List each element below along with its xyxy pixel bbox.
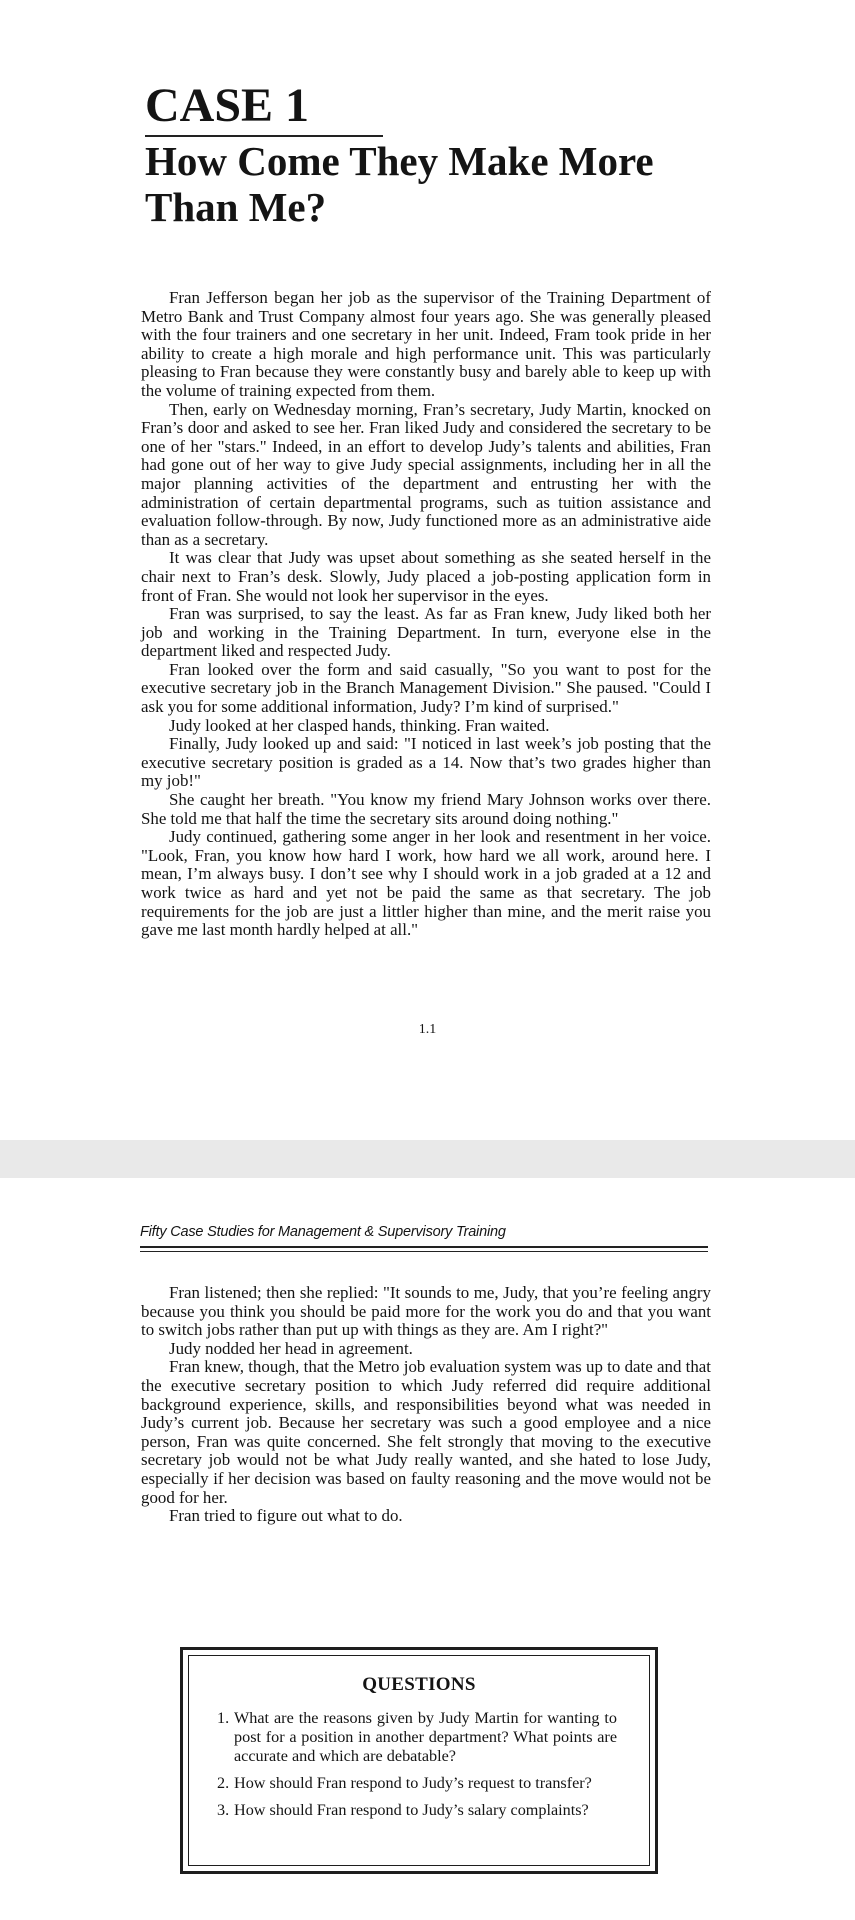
question-text: How should Fran respond to Judy’s request to transfer? (234, 1774, 592, 1792)
paragraph: Fran Jefferson began her job as the supervisor of the Training Department of Metro Bank and Trust Company almost four years ago. She was generally pleased with the four trainers and one secretary in her unit. Indeed, Fram took pride in her ability to create a high morale and high performance unit. This was particularly pleasing to Fran because they were constantly busy and barely able to keep up with the volume of training expected from them. (141, 288, 711, 400)
paragraph: Fran tried to figure out what to do. (169, 1506, 403, 1526)
document-page-2 (0, 1178, 855, 1920)
case-label: CASE 1 (145, 79, 310, 132)
paragraph: Fran listened; then she replied: "It sounds to me, Judy, that you’re feeling angry because you think you should be paid more for the work you do and that you want to switch jobs rather than put up with things as they are. Am I right?" (141, 1283, 711, 1340)
paragraph: Fran knew, though, that the Metro job evaluation system was up to date and that the executive secretary position to which Judy referred did require additional background experience, skills, and responsibilities beyond what was needed in Judy’s current job. Because her secretary was such a good employee and a nice person, Fran was quite concerned. She felt strongly that moving to the executive secretary job would not be what Judy really wanted, and she hated to lose Judy, especially if her decision was based on faulty reasoning and the move would not be good for her. (141, 1357, 711, 1507)
question-number: 3. (217, 1801, 230, 1819)
page-number: 1.1 (418, 1022, 437, 1037)
running-head-rule (140, 1251, 708, 1252)
question-number: 2. (217, 1774, 230, 1792)
case-label-underline (145, 135, 383, 137)
question-text: How should Fran respond to Judy’s salary complaints? (234, 1801, 589, 1819)
paragraph: Judy looked at her clasped hands, thinking. Fran waited. (169, 715, 550, 735)
questions-inner-border (188, 1655, 650, 1866)
question-number: 1. (217, 1709, 230, 1727)
paragraph: It was clear that Judy was upset about something as she seated herself in the chair next to Fran’s desk. Slowly, Judy placed a job-posting application form in front of Fran. She would not look her supervisor in the eyes. (141, 548, 711, 605)
paragraph: Then, early on Wednesday morning, Fran’s secretary, Judy Martin, knocked on Fran’s door and asked to see her. Fran liked Judy and considered the secretary to be one of her "stars." Indeed, in an effort to develop Judy’s talents and abilities, Fran had gone out of her way to give Judy special assignments, including her in all the major planning activities of the department and entrusting her with the administration of certain departmental programs, such as tuition assistance and evaluation follow-through. By now, Judy functioned more as an administrative aide than as a secretary. (141, 399, 711, 549)
case-title-line-2: Than Me? (145, 184, 327, 230)
running-head-rule (140, 1246, 708, 1248)
case-title (145, 138, 705, 230)
questions-list (217, 1709, 617, 1828)
question-text: What are the reasons given by Judy Martin for wanting to post for a position in another department? What points are accurate and which are debatable? (234, 1709, 617, 1765)
question-item (217, 1709, 617, 1766)
case-title-line-1: How Come They Make More (145, 138, 654, 184)
question-item (217, 1801, 617, 1820)
questions-box (180, 1647, 658, 1874)
questions-heading: QUESTIONS (362, 1674, 476, 1695)
paragraph: Fran was surprised, to say the least. As far as Fran knew, Judy liked both her job and working in the Training Department. In turn, everyone else in the department liked and respected Judy. (141, 604, 711, 661)
running-head: Fifty Case Studies for Management & Supervisory Training (140, 1224, 506, 1240)
paragraph: Fran looked over the form and said casually, "So you want to post for the executive secretary job in the Branch Management Division." She paused. "Could I ask you for some additional information, Judy? I’m kind of surprised." (141, 659, 711, 717)
paragraph: Judy nodded her head in agreement. (169, 1338, 413, 1358)
case-body-text (141, 1284, 711, 1526)
question-item (217, 1774, 617, 1793)
paragraph: Finally, Judy looked up and said: "I noticed in last week’s job posting that the executive secretary position is graded as a 14. Now that’s two grades higher than my job!" (141, 734, 711, 791)
paragraph: Judy continued, gathering some anger in her look and resentment in her voice. "Look, Fran, you know how hard I work, how hard we all work, around here. I mean, I’m always busy. I don’t see why I should work in a job graded at a 12 and work twice as hard and yet not be paid the same as that secretary. The job requirements for the job are just a littler higher than mine, and the merit raise you gave me last month hardly helped at all." (141, 827, 711, 940)
case-body-text (141, 289, 711, 940)
paragraph: She caught her breath. "You know my friend Mary Johnson works over there. She told me that half the time the secretary sits around doing nothing." (141, 790, 711, 828)
